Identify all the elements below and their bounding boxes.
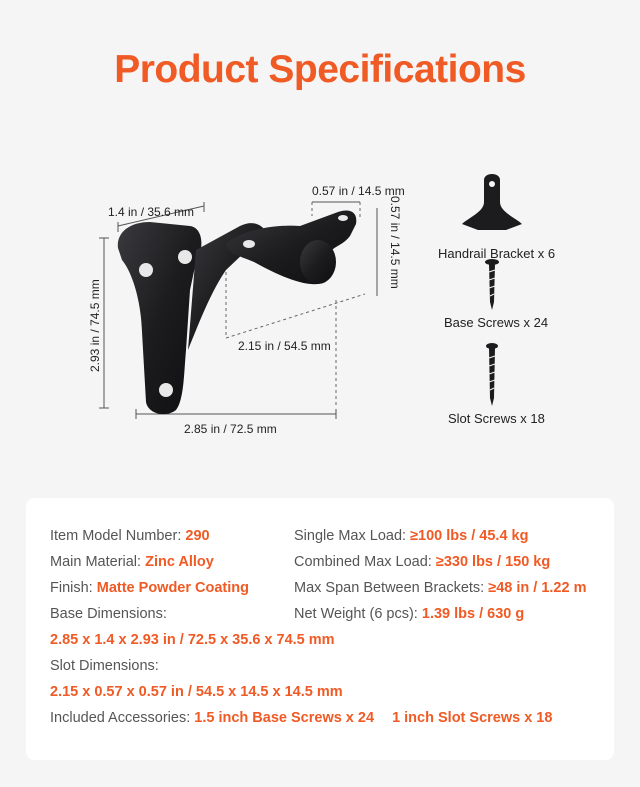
- spec-model: [50, 528, 210, 544]
- accessory-base-screws-label: Base Screws x 24: [444, 315, 549, 330]
- spec-single-load: [294, 528, 528, 544]
- spec-base-dim-label: Base Dimensions:: [50, 606, 167, 622]
- spec-model-label: Item Model Number:: [50, 528, 182, 544]
- spec-accessories: [50, 710, 552, 726]
- spec-span: [294, 580, 586, 596]
- spec-material-value: Zinc Alloy: [145, 554, 214, 570]
- spec-weight-label: Net Weight (6 pcs):: [294, 606, 418, 622]
- spec-finish: [50, 580, 249, 596]
- dim-slot-height: 0.57 in / 14.5 mm: [388, 196, 402, 289]
- accessory-bracket-label: Handrail Bracket x 6: [438, 246, 556, 261]
- spec-weight: [294, 606, 524, 622]
- spec-combined-load: [294, 554, 550, 570]
- page-title: Product Specifications: [114, 48, 526, 91]
- handrail-bracket-icon: [462, 174, 522, 230]
- spec-slot-dim-value: 2.15 x 0.57 x 0.57 in / 54.5 x 14.5 x 14.5 mm: [50, 684, 343, 700]
- dim-base-length: 2.85 in / 72.5 mm: [184, 422, 277, 436]
- spec-base-dim-value: 2.85 x 1.4 x 2.93 in / 72.5 x 35.6 x 74.5 mm: [50, 632, 335, 648]
- spec-accessories-value-2: 1 inch Slot Screws x 18: [392, 710, 553, 726]
- spec-slot-dim-label: Slot Dimensions:: [50, 658, 159, 674]
- spec-accessories-value-1: 1.5 inch Base Screws x 24: [194, 710, 375, 726]
- accessory-slot-screws-label: Slot Screws x 18: [448, 411, 545, 426]
- spec-combined-load-value: ≥330 lbs / 150 kg: [435, 554, 551, 570]
- spec-accessories-label: Included Accessories:: [50, 710, 191, 726]
- base-screw-icon: [485, 259, 499, 310]
- spec-material: [50, 554, 214, 570]
- spec-material-label: Main Material:: [50, 554, 142, 570]
- handrail-bracket: [118, 211, 357, 415]
- spec-single-load-value: ≥100 lbs / 45.4 kg: [410, 528, 529, 544]
- dim-slot-length: 2.15 in / 54.5 mm: [238, 339, 331, 353]
- dim-top-width: 1.4 in / 35.6 mm: [108, 205, 195, 219]
- slot-screw-icon: [486, 343, 498, 406]
- spec-single-load-label: Single Max Load:: [294, 528, 407, 544]
- spec-card: [26, 498, 614, 760]
- spec-span-value: ≥48 in / 1.22 m: [488, 580, 587, 596]
- spec-finish-label: Finish:: [50, 580, 93, 596]
- dim-height: 2.93 in / 74.5 mm: [88, 279, 102, 372]
- spec-combined-load-label: Combined Max Load:: [294, 554, 432, 570]
- spec-finish-value: Matte Powder Coating: [96, 580, 250, 596]
- dim-slot-width: 0.57 in / 14.5 mm: [312, 184, 405, 198]
- spec-span-label: Max Span Between Brackets:: [294, 580, 485, 596]
- spec-weight-value: 1.39 lbs / 630 g: [421, 606, 525, 622]
- spec-model-value: 290: [185, 528, 210, 544]
